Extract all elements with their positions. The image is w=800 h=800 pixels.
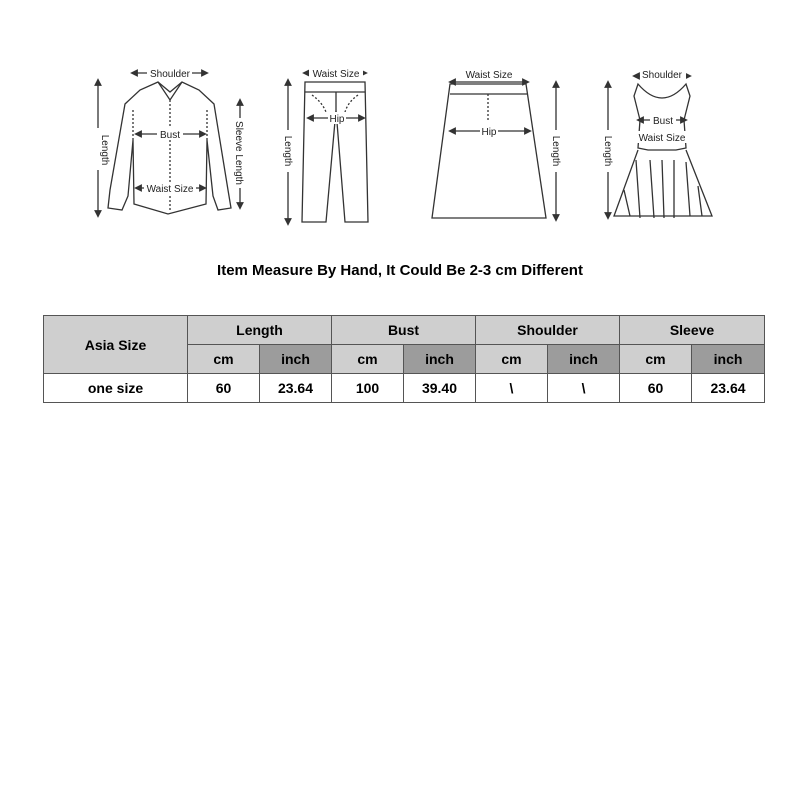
garment-illustrations [0,0,800,240]
dress-shoulder-label: Shoulder [641,70,683,81]
pants-waist-label: Waist Size [312,69,360,80]
pants-length-label: Length [282,135,293,167]
length-cm-cell: 60 [188,374,260,403]
shirt-length-label: Length [99,134,110,166]
pants-diagram [288,73,368,222]
dress-bust-label: Bust [652,116,674,127]
shoulder-inch-cell: \ [548,374,620,403]
sleeve-header: Sleeve [620,316,765,345]
shoulder-cm-cell: \ [476,374,548,403]
skirt-length-label: Length [550,135,561,167]
measurement-diagrams [0,0,800,240]
shirt-waist-label: Waist Size [146,184,194,195]
length-cm-header: cm [188,345,260,374]
shirt-bust-label: Bust [159,130,181,141]
skirt-hip-label: Hip [481,127,497,138]
skirt-waist-label: Waist Size [465,70,513,81]
shirt-sleeve-label: Sleeve Length [233,121,244,185]
sleeve-inch-header: inch [692,345,765,374]
bust-inch-cell: 39.40 [404,374,476,403]
length-inch-cell: 23.64 [260,374,332,403]
bust-header: Bust [332,316,476,345]
table-row [44,374,765,403]
length-inch-header: inch [260,345,332,374]
sleeve-cm-cell: 60 [620,374,692,403]
bust-cm-header: cm [332,345,404,374]
shoulder-inch-header: inch [548,345,620,374]
skirt-diagram [432,82,556,218]
shirt-shoulder-label: Shoulder [149,69,191,80]
dress-diagram [608,76,712,218]
pants-hip-label: Hip [329,114,345,125]
dress-waist-label: Waist Size [638,133,686,144]
asia-size-header: Asia Size [44,316,188,374]
dress-length-label: Length [602,135,613,167]
table-header-row [44,316,765,345]
shoulder-cm-header: cm [476,345,548,374]
measurement-note: Item Measure By Hand, It Could Be 2-3 cm Different [217,262,583,279]
sleeve-inch-cell: 23.64 [692,374,765,403]
length-header: Length [188,316,332,345]
size-cell: one size [44,374,188,403]
sleeve-cm-header: cm [620,345,692,374]
bust-inch-header: inch [404,345,476,374]
shoulder-header: Shoulder [476,316,620,345]
size-chart-table [43,315,765,403]
bust-cm-cell: 100 [332,374,404,403]
